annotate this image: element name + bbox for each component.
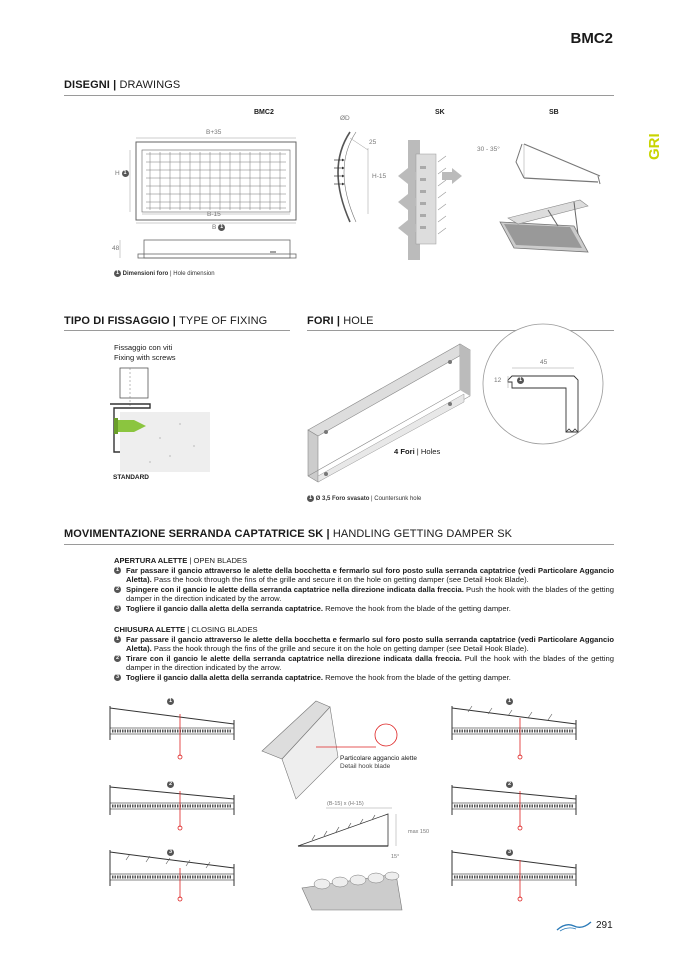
step-it: Tirare con il gancio le alette della serranda captatrice nella direzione indicata dalla freccia. [126, 653, 462, 663]
step-number-icon: 3 [115, 604, 120, 611]
note-number-1-icon: 1 [308, 495, 313, 501]
heading-it: CHIUSURA ALETTE [114, 625, 186, 634]
hole-detail-circle [478, 322, 608, 447]
countersunk-note: 1 Ø 3,5 Foro svasato | Countersunk hole [308, 495, 422, 503]
close-step-number-3 [506, 844, 513, 862]
dim-od: ØD [340, 115, 350, 122]
step-en: Pull the hook with the blades of the getting damper in the direction indicated by the arrow. [126, 653, 614, 673]
note-number-1-icon: 1 [115, 270, 120, 276]
open-step-number-2 [167, 776, 174, 794]
dim-45: 45 [540, 359, 548, 366]
note-en: Countersunk hole [374, 496, 422, 503]
step-it: Far passare il gancio attraverso le alette della bocchetta e fermarlo sul foro posto sulla serranda captatrice (vedi Particolare Aggancio Aletta). [126, 565, 614, 585]
close-step-3 [114, 673, 614, 683]
dim-h-text: H [115, 170, 120, 178]
size-label: (B-15) x (H-15) [327, 801, 364, 807]
open-step-2-diagram [106, 785, 246, 835]
open-step-number-1 [167, 693, 174, 711]
bmc2-front-drawing [110, 126, 310, 266]
open-step-3 [114, 604, 614, 614]
open-step-1-diagram [106, 700, 246, 760]
brand-wave-icon [556, 920, 592, 932]
holes-count-label: 4 Fori | Holes [394, 447, 441, 456]
open-blades-instructions [114, 556, 614, 614]
step-it: Togliere il gancio dalla aletta della serranda captatrice. [126, 672, 323, 682]
fixing-label-en: Fixing with screws [114, 352, 176, 362]
note-number-1-icon: 1 [519, 377, 523, 383]
section-title-drawings: DISEGNI | DRAWINGS [64, 79, 181, 91]
note-number-1-icon: 1 [123, 170, 127, 176]
close-step-2 [114, 654, 614, 673]
close-step-3-diagram [448, 850, 588, 905]
step-it: Togliere il gancio dalla aletta della serranda captatrice. [126, 603, 323, 613]
close-blades-instructions [114, 625, 614, 683]
step-number-icon: 2 [115, 585, 120, 592]
title-en: HANDLING GETTING DAMPER SK [332, 528, 513, 540]
dim-48: 48 [112, 245, 120, 252]
section-title-holes: FORI | HOLE [307, 315, 374, 327]
open-blades-heading: APERTURA ALETTE | OPEN BLADES [114, 556, 248, 565]
side-tab-label: GRI [646, 133, 663, 160]
close-step-number-2 [506, 776, 513, 794]
dim-b-plus-35: B+35 [206, 129, 222, 136]
step-en: Remove the hook from the blade of the getting damper. [325, 672, 511, 682]
step-en: Push the hook with the blades of the getting damper in the direction indicated by the arrow. [126, 584, 615, 604]
step-number-icon: 1 [168, 698, 173, 705]
section-title-fixing: TIPO DI FISSAGGIO | TYPE OF FIXING [64, 315, 268, 327]
note-it: Ø 3,5 Foro svasato [315, 496, 370, 503]
label-sk: SK [435, 109, 445, 116]
label-sb: SB [549, 109, 559, 116]
step-it: Far passare il gancio attraverso le alette della bocchetta e fermarlo sul foro posto sulla serranda captatrice (vedi Particolare Aggancio Aletta). [126, 634, 614, 654]
note-it: Dimensioni foro [122, 271, 169, 278]
title-en: DRAWINGS [119, 79, 181, 91]
title-en: HOLE [343, 315, 374, 327]
step-number-icon: 1 [115, 635, 120, 642]
max-label: max 150 [408, 829, 430, 835]
fixing-label [114, 343, 176, 362]
hook-blade-detail-drawing [256, 695, 406, 805]
note-number-1-icon: 1 [220, 224, 224, 230]
fixing-label-it: Fissaggio con viti [114, 343, 173, 352]
close-step-2-diagram [448, 785, 588, 835]
step-en: Pass the hook through the fins of the grille and secure it on the hole on getting damper (see Detail Hook Blade). [153, 644, 529, 654]
detail-en: Detail hook blade [340, 763, 391, 770]
step-en: Pass the hook through the fins of the grille and secure it on the hole on getting damper (see Detail Hook Blade). [153, 575, 529, 585]
damper-3d-drawing [298, 866, 408, 916]
heading-en: OPEN BLADES [193, 556, 248, 565]
step-it: Spingere con il gancio le alette della serranda captatrice nella direzione indicata dalla freccia. [126, 584, 464, 594]
dim-angle: 30 - 35° [477, 146, 500, 153]
close-step-1-diagram [448, 700, 588, 760]
heading-it: APERTURA ALETTE [114, 556, 188, 565]
page-number: 291 [596, 920, 613, 931]
hole-dimension-note: 1 Dimensioni foro | Hole dimension [115, 270, 215, 278]
title-it: FORI [307, 315, 334, 327]
open-step-3-diagram [106, 850, 246, 905]
section-rule [64, 330, 290, 331]
section-rule [64, 544, 614, 545]
detail-it: Particolare aggancio alette [340, 755, 417, 762]
title-it: MOVIMENTAZIONE SERRANDA CAPTATRICE SK [64, 528, 324, 540]
step-number-icon: 3 [168, 849, 173, 856]
section-rule [64, 95, 614, 96]
step-number-icon: 1 [507, 698, 512, 705]
close-step-1 [114, 635, 614, 654]
dim-b-minus-15: B-15 [207, 211, 221, 218]
sb-drawing [488, 126, 618, 266]
frame-holes-drawing [300, 340, 480, 490]
open-step-1 [114, 566, 614, 585]
title-en: TYPE OF FIXING [179, 315, 268, 327]
fixing-screw-drawing [110, 368, 210, 472]
title-it: TIPO DI FISSAGGIO [64, 315, 170, 327]
holes-count-it: 4 Fori [394, 447, 415, 456]
step-en: Remove the hook from the blade of the getting damper. [325, 603, 511, 613]
dim-12-text: 12 [494, 377, 502, 385]
close-step-number-1 [506, 693, 513, 711]
open-step-2 [114, 585, 614, 604]
angle-label: 15° [391, 854, 400, 860]
label-bmc2: BMC2 [254, 109, 274, 116]
step-number-icon: 3 [115, 673, 120, 680]
standard-label: STANDARD [113, 474, 149, 481]
step-number-icon: 1 [115, 566, 120, 573]
step-number-icon: 3 [507, 849, 512, 856]
dim-25: 25 [369, 139, 377, 146]
close-blades-heading: CHIUSURA ALETTE | CLOSING BLADES [114, 625, 258, 634]
step-number-icon: 2 [168, 781, 173, 788]
page-code: BMC2 [570, 30, 613, 47]
holes-count-en: Holes [420, 447, 441, 456]
note-en: Hole dimension [173, 271, 215, 278]
open-step-number-3 [167, 844, 174, 862]
dim-h-minus-15: H-15 [372, 173, 387, 180]
section-title-handling: MOVIMENTAZIONE SERRANDA CAPTATRICE SK | HANDLING GETTING DAMPER SK [64, 528, 513, 540]
dim-h [115, 170, 129, 177]
dim-b-text: B [212, 224, 217, 232]
dim-b [212, 224, 225, 231]
step-number-icon: 2 [115, 654, 120, 661]
step-number-icon: 2 [507, 781, 512, 788]
heading-en: CLOSING BLADES [191, 625, 258, 634]
title-it: DISEGNI [64, 79, 110, 91]
dim-12 [494, 377, 524, 384]
detail-hook-caption [340, 755, 417, 771]
